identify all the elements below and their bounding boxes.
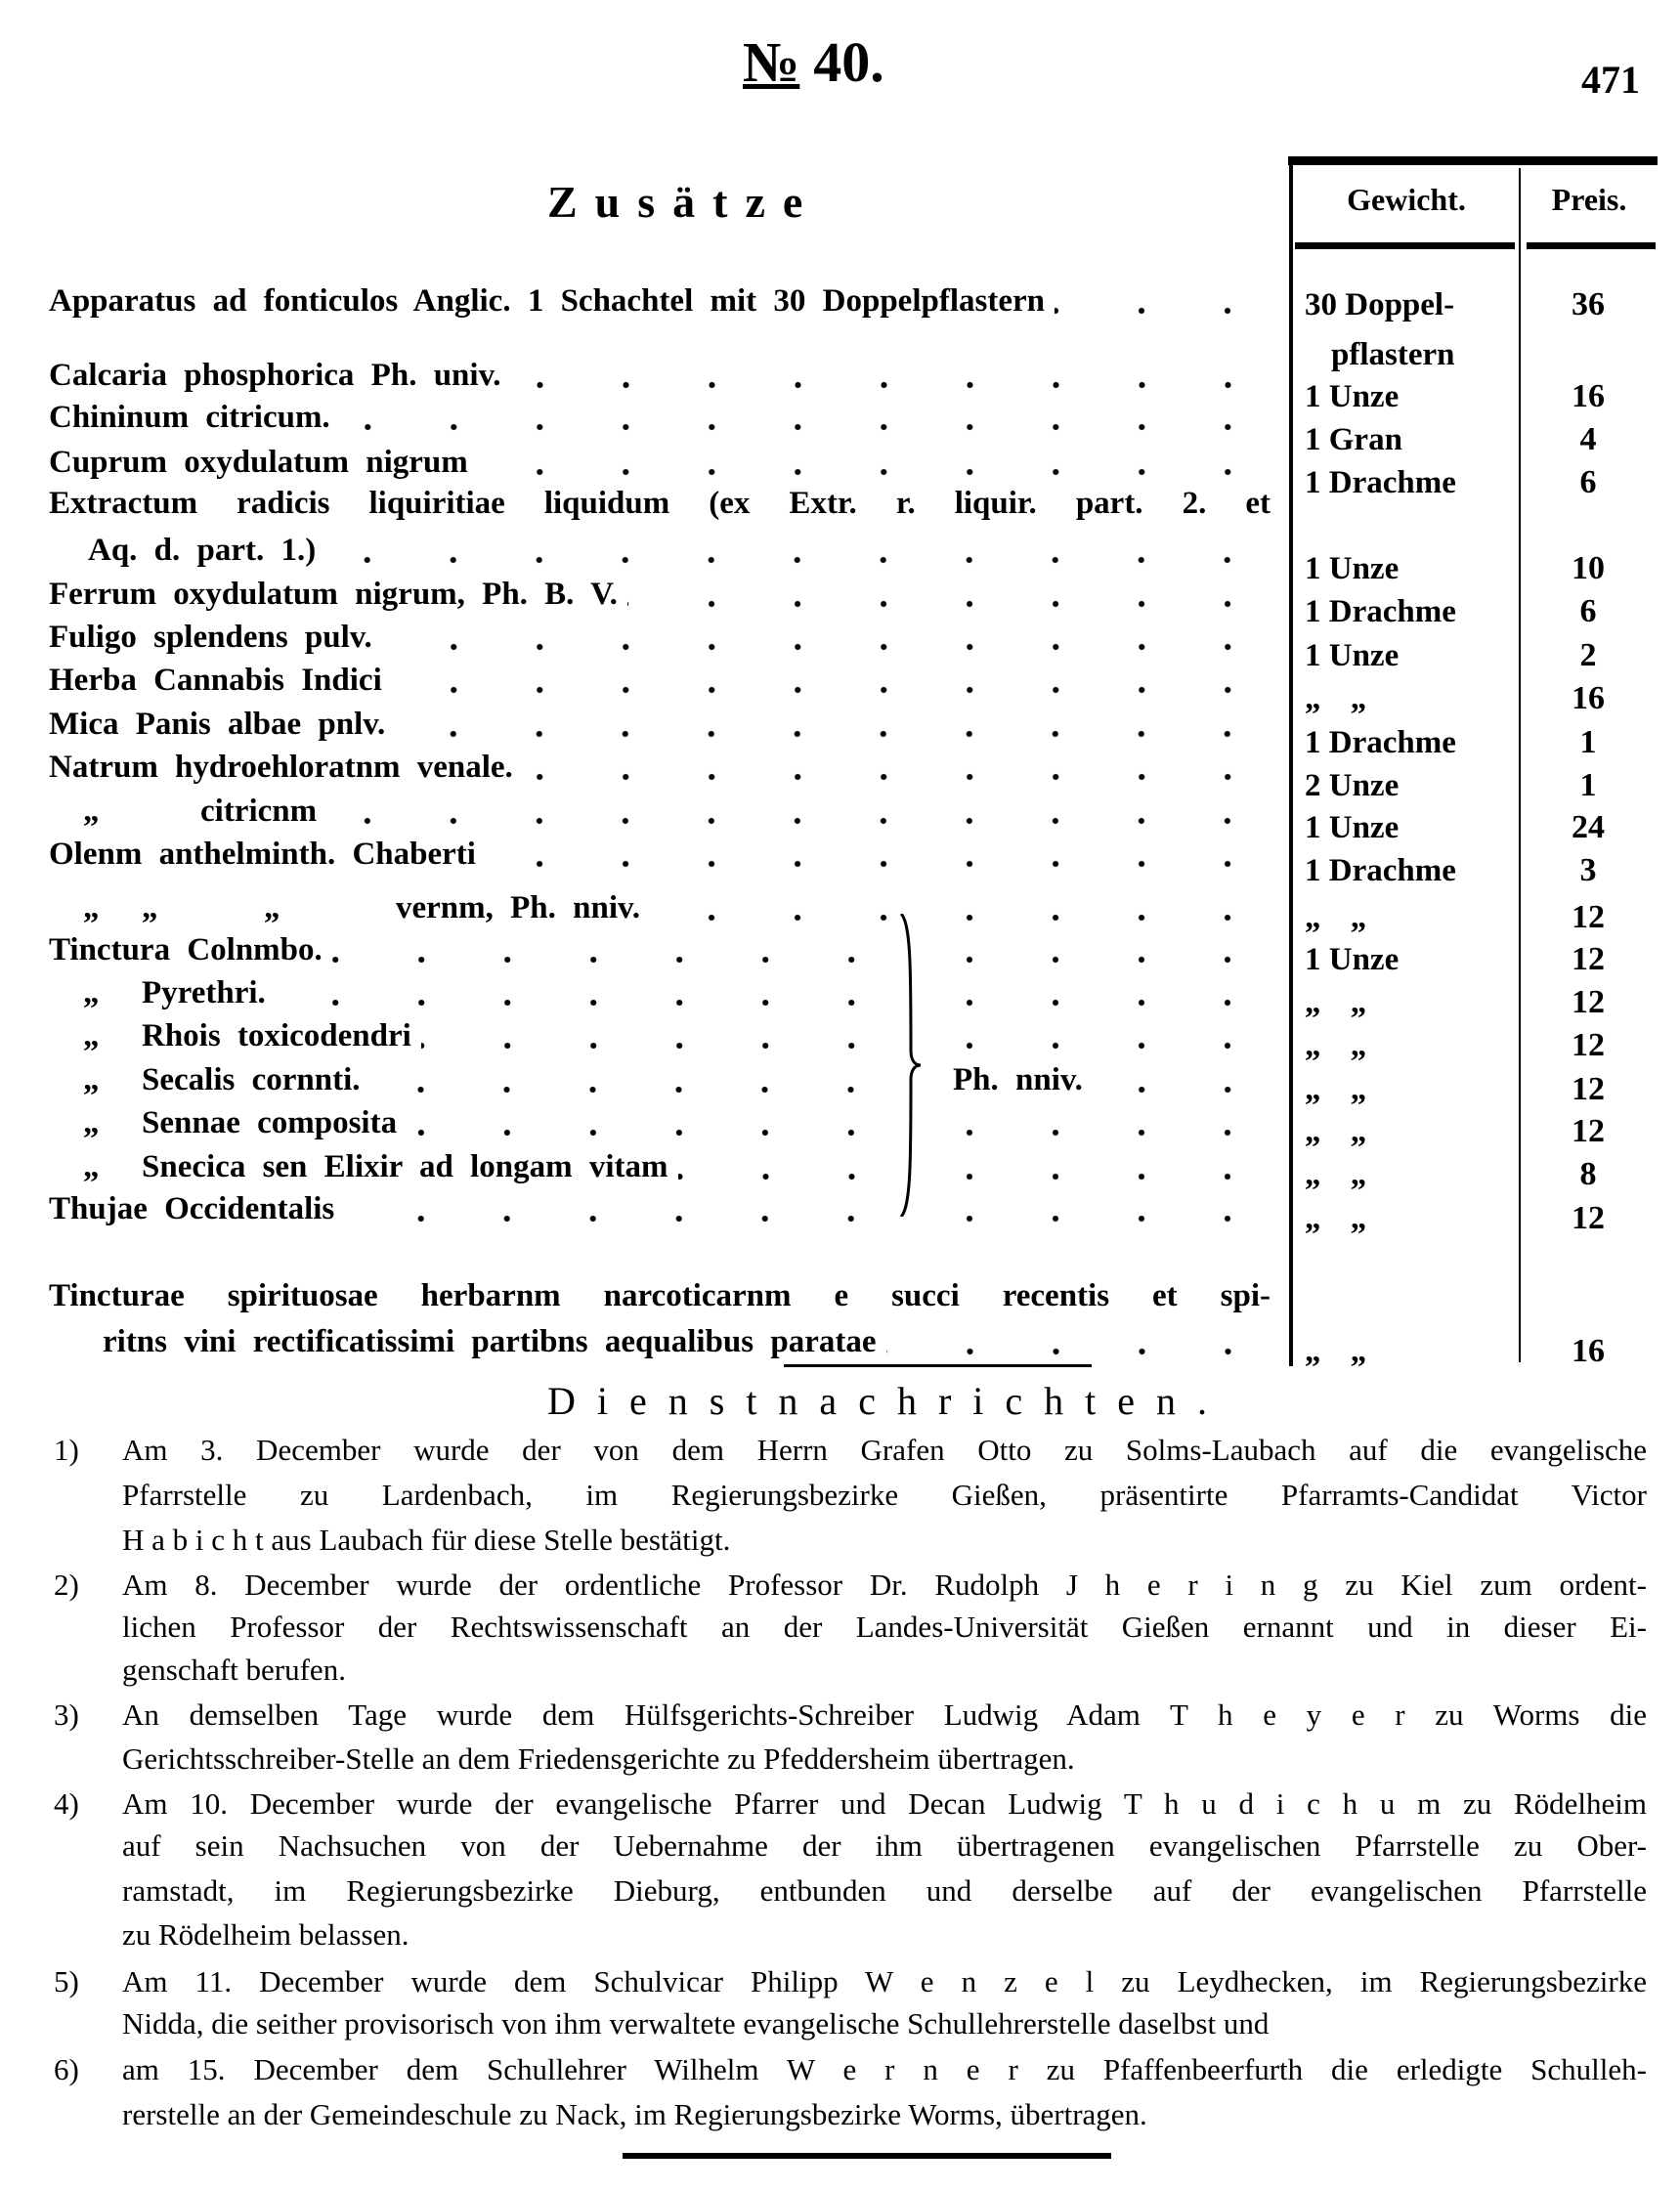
ditto-mark: „ [83,974,100,1010]
table-row [49,279,1271,322]
dot-leader [382,616,1271,659]
table-row [49,1187,1271,1230]
item-price: 16 [1572,378,1605,414]
table-row [49,396,1271,439]
ditto-mark: „ [83,1017,100,1053]
news-item-line: An demselben Tage wurde dem Hülfsgerichts-Schreiber Ludwig Adam T h e y e r zu Worms die [122,1697,1647,1732]
table-top-rule [1288,156,1658,165]
row-left [49,616,1271,659]
header-rule-weight [1295,242,1515,249]
ditto-mark: „ [83,793,100,829]
item-name: vernm, Ph. nniv. [396,889,640,925]
dot-leader [963,1101,1271,1144]
table-row [88,529,1271,572]
row-left [49,573,1271,616]
item-name: Snecica sen Elixir ad longam vitam [142,1148,668,1184]
ditto-mark: „ [142,889,158,925]
item-weight: 2 Unze [1305,768,1400,803]
item-name: Calcaria phosphorica Ph. univ. [49,357,501,393]
item-price: 3 [1579,852,1597,888]
item-price: 16 [1572,1333,1605,1369]
news-item-number: 1) [54,1433,79,1467]
row-left [49,354,1271,397]
dot-leader [511,354,1271,397]
item-weight: 30 Doppel- [1305,287,1455,322]
dot-leader [1055,279,1271,322]
item-name: Cuprum oxydulatum nigrum [49,444,468,480]
issue-label: № [743,30,800,94]
dot-leader [523,746,1271,789]
ditto-mark: „ [264,889,280,925]
table-row [49,1058,1271,1101]
dot-leader [963,1187,1271,1230]
row-left [49,396,1271,439]
item-weight: „ „ [1305,1114,1367,1149]
item-price: 36 [1572,286,1605,322]
item-weight: „ „ [1305,985,1367,1020]
row-left [49,441,1271,484]
item-price: 12 [1572,1113,1605,1149]
table-row [49,573,1271,616]
table-row [49,1101,1271,1144]
item-price: 2 [1579,637,1597,673]
header-rule-price [1527,242,1656,249]
item-name: Sennae composita [142,1104,398,1140]
table-row [49,833,1271,876]
section-title-news: Dienstnachrichten. [547,1379,1228,1423]
item-name: citricnm [200,793,318,829]
news-item-line: am 15. December dem Schullehrer Wilhelm W e r n e r zu Pfaffenbeerfurth die erledigte Schulleh- [122,2052,1647,2086]
column-divider-left [1289,164,1293,1366]
row-right [953,928,1271,971]
news-item-line: rerstelle an der Gemeindeschule zu Nack, im Regierungsbezirke Worms, übertragen. [122,2097,1147,2131]
dot-leader [332,928,894,971]
news-item-line: zu Rödelheim belassen. [122,1917,409,1952]
dot-leader [340,396,1271,439]
column-divider-middle [1519,168,1521,1362]
row-left [49,1101,894,1144]
table-row [49,354,1271,397]
item-price: 12 [1572,984,1605,1020]
item-name: Ferrum oxydulatum nigrum, Ph. B. V. [49,576,618,612]
item-weight: 1 Drachme [1305,853,1456,888]
dot-leader [886,1320,1271,1363]
table-row [49,746,1271,789]
item-name-continued: ritns vini rectificatissimi partibns aequalibus paratae [103,1323,877,1359]
item-weight: 1 Gran [1305,422,1402,457]
news-item-line: genschaft berufen. [122,1653,346,1687]
item-name-line: Tincturae spirituosae herbarnm narcoticarnm e succi recentis et spi- [49,1278,1271,1313]
row-left [49,279,1271,322]
news-item-line: Nidda, die seither provisorisch von ihm verwaltete evangelische Schullehrerstelle daselbst und [122,2006,1270,2041]
table-row [49,790,1271,833]
item-price: 12 [1572,1200,1605,1236]
table-row [103,1320,1271,1363]
row-left [49,971,894,1014]
news-item-line: ramstadt, im Regierungsbezirke Dieburg, entbunden und derselbe auf der evangelischen Pfarrstelle [122,1873,1647,1908]
news-item-line: Am 8. December wurde der ordentliche Professor Dr. Rudolph J h e r i n g zu Kiel zum ordent- [122,1568,1647,1602]
item-price: 10 [1572,550,1605,586]
item-price: 12 [1572,1027,1605,1063]
item-price: 6 [1579,464,1597,500]
item-weight: 1 Unze [1305,379,1400,414]
ditto-mark: „ [83,1061,100,1097]
item-name: Mica Panis albae pnlv. [49,706,386,742]
dot-leader [344,1187,894,1230]
dot-leader [369,1058,894,1101]
item-price: 6 [1579,593,1597,629]
issue-number [743,29,884,95]
item-name-line: Extractum radicis liquiritiae liquidum (ex Extr. r. liquir. part. 2. et [49,486,1271,521]
table-row [49,886,1271,929]
ditto-mark: „ [83,1104,100,1140]
news-item-number: 5) [54,1964,79,1998]
news-item-number: 4) [54,1786,79,1821]
table-row [49,659,1271,702]
item-name: Chininum citricum. [49,399,330,435]
section-title-additions: Zusätze [547,177,821,227]
dot-leader [1093,1058,1271,1101]
item-weight: 1 Unze [1305,942,1400,977]
issue-value: 40. [813,30,884,94]
item-weight-continued: pflastern [1331,337,1455,372]
item-name: Pyrethri. [142,974,266,1010]
item-price: 1 [1579,767,1597,803]
table-row [49,928,1271,971]
row-left [49,790,1271,833]
news-item-line: auf sein Nachsuchen von der Uebernahme der ihm übertragenen evangelischen Pfarrstelle zu Ober- [122,1828,1647,1863]
item-name: Secalis cornnti. [142,1061,361,1097]
dot-leader [276,971,894,1014]
item-weight: „ „ [1305,1157,1367,1192]
item-weight: 1 Drachme [1305,725,1456,760]
dot-leader [963,971,1271,1014]
column-header-weight: Gewicht. [1347,182,1466,217]
item-weight: 1 Unze [1305,551,1400,586]
news-item-line: Am 10. December wurde der evangelische Pfarrer und Decan Ludwig T h u d i c h u m zu Rödelheim [122,1786,1647,1821]
dot-leader [678,1145,895,1188]
row-left [49,659,1271,702]
item-weight: „ „ [1305,681,1367,716]
ditto-mark: „ [83,1148,100,1184]
item-price: 4 [1579,421,1597,457]
item-weight: 1 Unze [1305,638,1400,673]
item-weight: 1 Unze [1305,810,1400,845]
page-number: 471 [1581,58,1640,102]
row-right [953,1187,1271,1230]
row-left [49,928,894,971]
row-left [49,833,1271,876]
row-right [953,1101,1271,1144]
table-row [49,1145,1271,1188]
item-name: Herba Cannabis Indici [49,662,382,698]
item-price: 24 [1572,809,1605,845]
item-weight: „ „ [1305,1028,1367,1063]
dot-leader [963,1145,1271,1188]
news-item-number: 6) [54,2052,79,2086]
dot-leader [407,1101,894,1144]
row-right [953,1014,1271,1057]
item-name-continued: Aq. d. part. 1.) [88,532,317,568]
dot-leader [325,529,1271,572]
news-item-line: lichen Professor der Rechtswissenschaft an der Landes-Universität Gießen ernannt und in dieser Ei- [122,1610,1647,1644]
item-price: 16 [1572,680,1605,716]
item-weight: „ „ [1305,1072,1367,1107]
item-name: Rhois toxicodendri [142,1017,411,1053]
row-left [49,886,1271,929]
row-left [49,703,1271,746]
news-item-line: H a b i c h t aus Laubach für diese Stelle bestätigt. [122,1523,731,1557]
item-weight: „ „ [1305,900,1367,935]
table-row [49,971,1271,1014]
item-price: 12 [1572,941,1605,977]
dot-leader [650,886,1271,929]
group-pharmacopoeia-note: Ph. nniv. [953,1061,1083,1097]
item-weight: „ „ [1305,1201,1367,1236]
row-left [49,1187,894,1230]
item-price: 1 [1579,724,1597,760]
table-row [49,441,1271,484]
dot-leader [395,703,1271,746]
dot-leader [486,833,1271,876]
dot-leader [421,1014,894,1057]
item-price: 8 [1579,1156,1597,1192]
item-name: Tinctura Colnmbo. [49,931,323,967]
item-name: Thujae Occidentalis [49,1190,335,1226]
dot-leader [478,441,1271,484]
row-left [49,1058,894,1101]
item-name: Natrum hydroehloratnm venale. [49,749,513,785]
news-item-line: Am 3. December wurde der von dem Herrn Grafen Otto zu Solms-Laubach auf die evangelische [122,1433,1647,1467]
news-item-line: Am 11. December wurde dem Schulvicar Philipp W e n z e l zu Leydhecken, im Regierungsbezirke [122,1964,1647,1998]
item-name: Fuligo splendens pulv. [49,619,372,655]
dot-leader [963,1014,1271,1057]
news-item-line: Pfarrstelle zu Lardenbach, im Regierungsbezirke Gießen, präsentirte Pfarramts-Candidat Victor [122,1478,1647,1512]
row-left [49,1014,894,1057]
row-right [953,1058,1271,1101]
row-right [953,1145,1271,1188]
table-end-rule [784,1364,1092,1367]
item-weight: „ „ [1305,1334,1367,1369]
ditto-mark: „ [83,889,100,925]
news-item-number: 3) [54,1697,79,1732]
dot-leader [326,790,1271,833]
footer-rule [623,2153,1111,2159]
dot-leader [963,928,1271,971]
row-left [49,1145,894,1188]
row-left [49,746,1271,789]
column-header-price: Preis. [1551,182,1627,217]
item-price: 12 [1572,1071,1605,1107]
news-item-line: Gerichtsschreiber-Stelle an dem Friedensgerichte zu Pfeddersheim übertragen. [122,1741,1075,1776]
item-name: Apparatus ad fonticulos Anglic. 1 Schachtel mit 30 Doppelpflastern [49,282,1045,319]
dot-leader [627,573,1271,616]
table-row [49,703,1271,746]
table-row [49,616,1271,659]
news-item-number: 2) [54,1568,79,1602]
row-right [953,971,1271,1014]
table-row [49,1014,1271,1057]
item-weight: 1 Drachme [1305,594,1456,629]
item-price: 12 [1572,899,1605,935]
item-weight: 1 Drachme [1305,465,1456,500]
item-name: Olenm anthelminth. Chaberti [49,836,476,872]
dot-leader [392,659,1271,702]
